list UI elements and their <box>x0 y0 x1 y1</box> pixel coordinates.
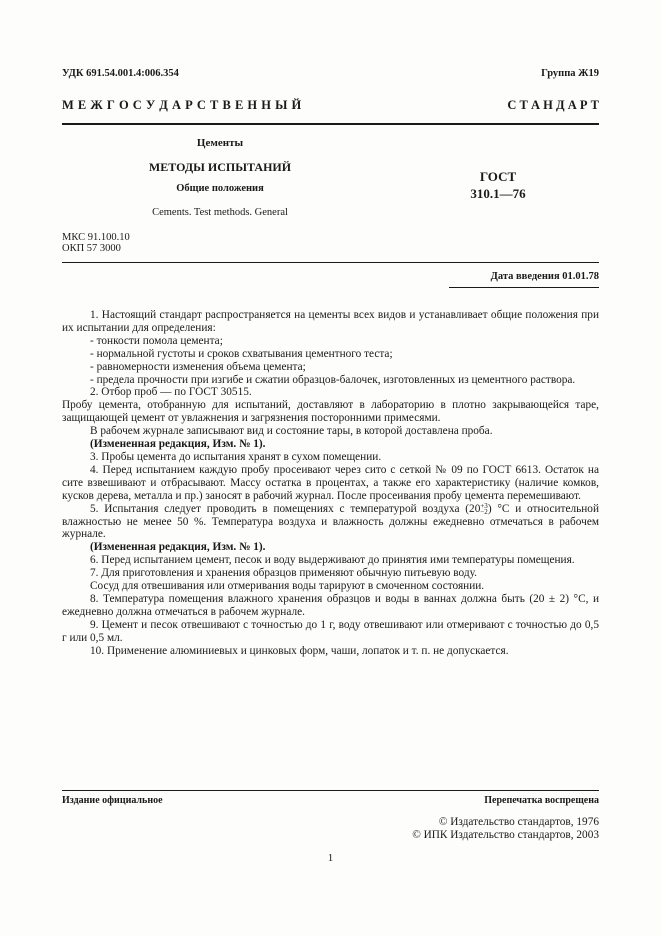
list-item: - равномерности изменения объема цемента; <box>90 360 306 373</box>
gost-number: 310.1—76 <box>470 186 526 201</box>
paragraph-5-start: 5. Испытания следует проводить в помещениях с температурой воздуха (20 <box>90 502 481 515</box>
classification-codes <box>62 232 130 254</box>
paragraph-5 <box>62 503 599 542</box>
page-number: 1 <box>327 852 334 864</box>
copyright-2003: © ИПК Издательство стандартов, 2003 <box>412 829 599 841</box>
udk-code: УДК 691.54.001.4:006.354 <box>62 68 179 79</box>
date-rule <box>449 287 599 288</box>
reprint-notice: Перепечатка воспрещена <box>484 795 599 806</box>
okp-code: ОКП 57 3000 <box>62 243 121 254</box>
paragraph-1: 1. Настоящий стандарт распространяется на цементы всех видов и устанавливает общие положения при их испытании для определения: <box>62 309 599 334</box>
paragraph-7b: Сосуд для отвешивания или отмеривания воды тарируют в смоченном состоянии. <box>90 580 485 593</box>
document-body <box>62 309 599 657</box>
copyright-block <box>412 816 599 842</box>
banner-word-interstate: М Е Ж Г О С У Д А Р С Т В Е Н Н Ы Й <box>62 98 302 112</box>
tolerance <box>480 503 487 515</box>
paragraph-7: 7. Для приготовления и хранения образцов применяют обычную питьевую воду. <box>90 567 477 580</box>
paragraph-8: 8. Температура помещения влажного хранения образцов и воды в ваннах должна быть (20 ± 2) °С, и ежедневно должна отмечаться в рабочем журнале. <box>62 592 599 618</box>
gost-label: ГОСТ <box>479 169 517 184</box>
middle-rule <box>62 262 599 263</box>
paragraph-10: 10. Применение алюминиевых и цинковых форм, чаши, лопаток и т. п. не допускается. <box>90 644 509 657</box>
paragraph-4: 4. Перед испытанием каждую пробу просеивают через сито с сеткой № 09 по ГОСТ 6613. Остаток на сите взвешивают и отбрасывают. Массу остатка в процентах, а также его характеристику (наличие комков, кусков дерева, металла и пр.) заносят в рабочий журнал. После просеивания пробу цемента перемешивают. <box>62 463 599 502</box>
paragraph-9: 9. Цемент и песок отвешивают с точностью до 1 г, воду отвешивают или отмеривают с точностью до 0,5 г или 0,5 мл. <box>62 618 599 644</box>
gost-designation <box>458 168 538 202</box>
amendment-note: (Измененная редакция, Изм. № 1). <box>90 541 266 554</box>
paragraph-6: 6. Перед испытанием цемент, песок и воду выдерживают до принятия ими температуры помещения. <box>90 554 575 567</box>
amendment-note: (Измененная редакция, Изм. № 1). <box>90 438 266 451</box>
official-edition: Издание официальное <box>62 795 163 806</box>
tolerance-plus: +3 <box>480 502 488 510</box>
list-item: - нормальной густоты и сроков схватывания цементного теста; <box>90 347 393 360</box>
subject-title: Цементы <box>196 137 244 149</box>
mks-code: МКС 91.100.10 <box>62 232 130 243</box>
tolerance-minus: −2 <box>480 508 488 516</box>
standard-banner <box>62 98 599 113</box>
paragraph-5-end: ) °С и относительной влажностью не менее 50 %. Температура воздуха и влажность должны ежедневно отмечаться в рабочем журнале. <box>62 502 599 541</box>
top-rule <box>62 123 599 125</box>
group-code: Группа Ж19 <box>541 68 599 79</box>
sub-title: Общие положения <box>176 183 264 194</box>
list-item-last: - предела прочности при изгибе и сжатии образцов-балочек, изготовленных из цементного раствора. <box>90 373 576 386</box>
intro-date <box>491 271 599 282</box>
copyright-1976: © Издательство стандартов, 1976 <box>438 816 599 828</box>
list-item: - тонкости помола цемента; <box>90 334 223 347</box>
paragraph-2c: В рабочем журнале записывают вид и состояние тары, в которой доставлена проба. <box>90 425 493 438</box>
english-title: Cements. Test methods. General <box>152 207 288 218</box>
paragraph-2b: Пробу цемента, отобранную для испытаний, доставляют в лабораторию в плотно закрывающейся таре, защищающей цемент от увлажнения и загрязнения посторонними примесями. <box>62 399 599 425</box>
intro-date-value: 01.01.78 <box>562 271 599 282</box>
paragraph-3: 3. Пробы цемента до испытания хранят в сухом помещении. <box>90 450 382 463</box>
main-title: МЕТОДЫ ИСПЫТАНИЙ <box>148 160 292 174</box>
banner-word-standard: С Т А Н Д А Р Т <box>507 98 599 112</box>
intro-date-label: Дата введения <box>490 271 560 282</box>
footer-rule <box>62 790 599 791</box>
paragraph-2: 2. Отбор проб — по ГОСТ 30515. <box>90 386 252 399</box>
